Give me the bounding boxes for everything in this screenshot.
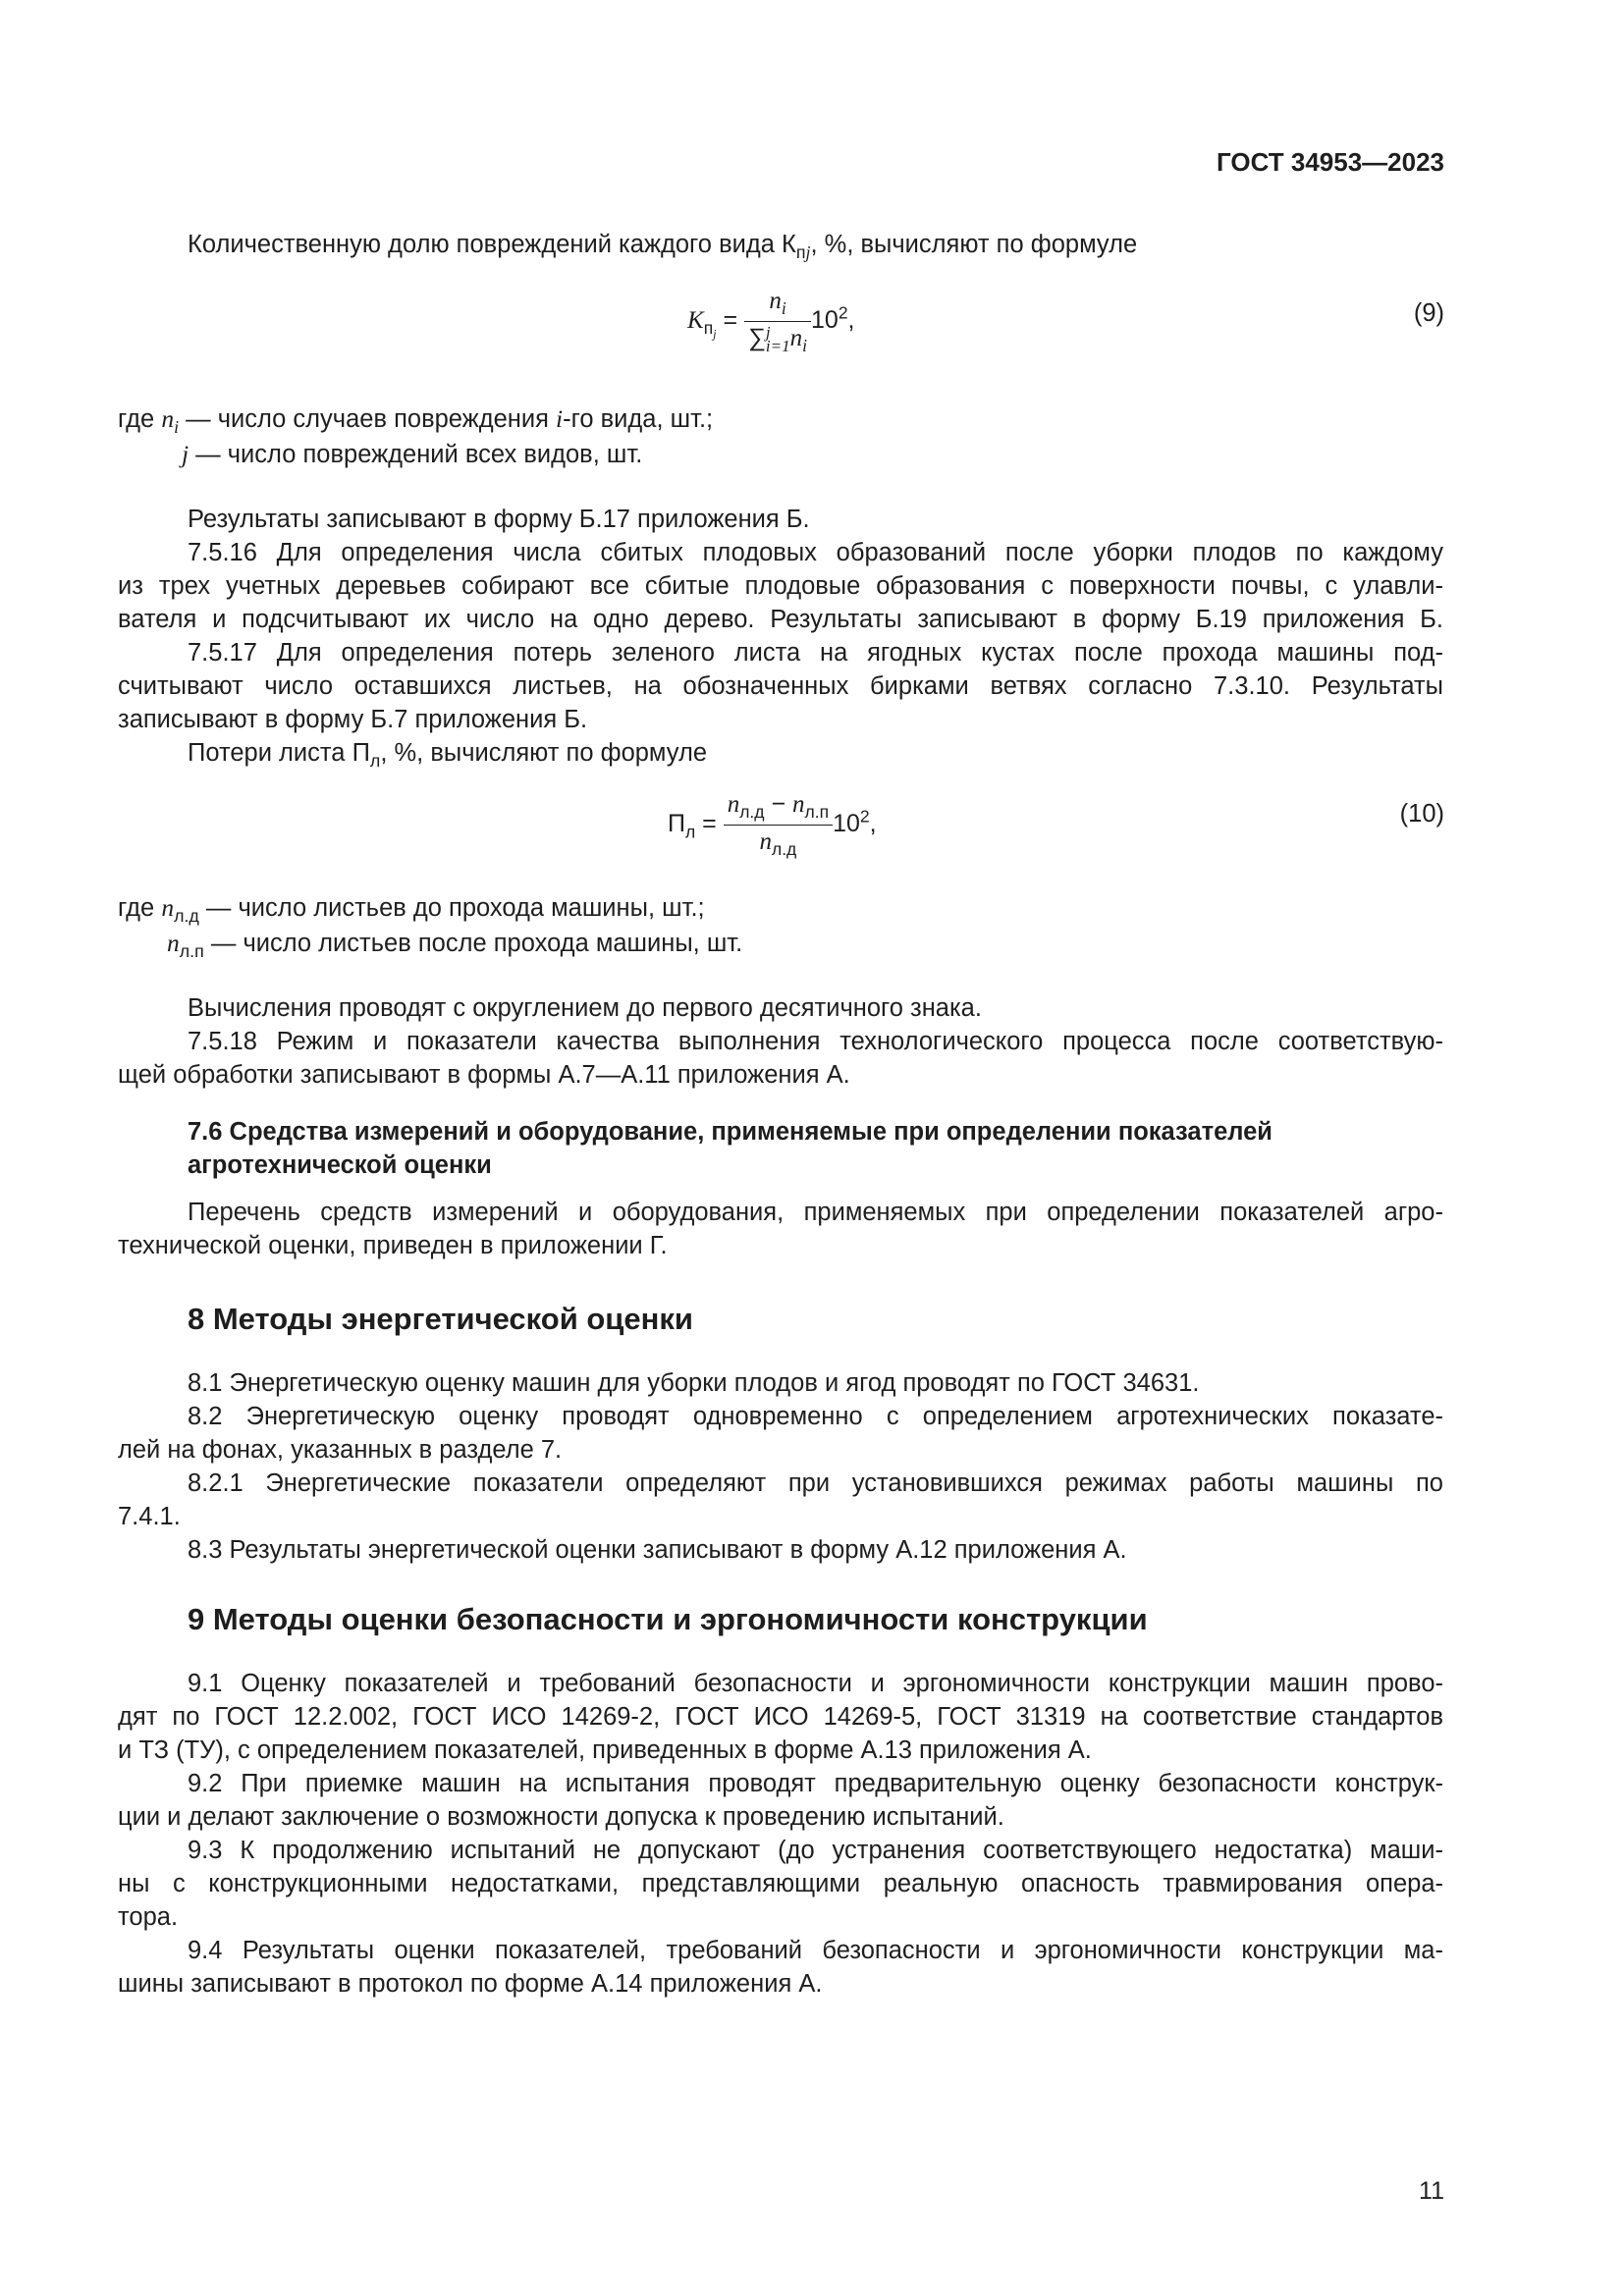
section-heading-8: 8 Методы энергетической оценки — [188, 1302, 693, 1336]
paragraph-line: считывают число оставшихся листьев, на обозначенных бирками ветвях согласно 7.3.10. Результаты — [118, 672, 1443, 700]
paragraph-line: 8.2 Энергетическую оценку проводят одновременно с определением агротехнических показате- — [188, 1403, 1443, 1430]
where-line: где $n_{л.д}$ — число листьев до прохода машины, шт.; — [118, 893, 705, 927]
section-heading-9: 9 Методы оценки безопасности и эргономичности конструкции — [188, 1602, 1148, 1636]
formula-10: $П_л$ = $\frac{n_{л.д} - n_{л.п}}{n_{л.д}}$ $10^2$, — [668, 790, 877, 860]
paragraph-line: тора. — [118, 1903, 179, 1931]
document-id: ГОСТ 34953—2023 — [1217, 147, 1444, 177]
paragraph-line: из трех учетных деревьев собирают все сбитые плодовые образования с поверхности почвы, с улавли- — [118, 572, 1443, 600]
paragraph-line: 7.5.16 Для определения числа сбитых плодовых образований после уборки плодов по каждому — [188, 539, 1443, 566]
fraction: $\frac{n_{л.д} - n_{л.п}}{n_{л.д}}$ — [724, 790, 833, 860]
paragraph-line: 9.2 При приемке машин на испытания проводят предварительную оценку безопасности конструк- — [188, 1770, 1443, 1797]
section-heading-7-6-cont: агротехнической оценки — [188, 1151, 492, 1179]
equation-number-9: (9) — [1413, 299, 1444, 327]
paragraph-line: 8.1 Энергетическую оценку машин для уборки плодов и ягод проводят по ГОСТ 34631. — [188, 1369, 1200, 1397]
where-line: j — число повреждений всех видов, шт. — [182, 440, 643, 468]
paragraph-line: 7.5.18 Режим и показатели качества выполнения технологического процесса после соответствую- — [188, 1028, 1443, 1055]
paragraph-line: ции и делают заключение о возможности допуска к проведению испытаний. — [118, 1803, 1004, 1831]
fraction: $n_i$ ∑ j i=1 $n_i$ — [744, 287, 811, 356]
paragraph-line: Вычисления проводят с округлением до первого десятичного знака. — [188, 994, 982, 1022]
section-heading-7-6: 7.6 Средства измерений и оборудование, применяемые при определении показателей — [188, 1118, 1272, 1146]
where-line: где $n_i$ — число случаев повреждения i-го вида, шт.; — [118, 404, 714, 438]
paragraph-line: ны с конструкционными недостатками, представляющими реальную опасность травмирования опера- — [118, 1870, 1443, 1897]
equation-number-10: (10) — [1399, 800, 1444, 828]
paragraph-line: 7.5.17 Для определения потерь зеленого листа на ягодных кустах после прохода машины под- — [188, 639, 1443, 667]
intro-line: Количественную долю повреждений каждого вида $К_{пj}$, %, вычисляют по формуле — [188, 231, 1138, 263]
paragraph-line: 7.4.1. — [118, 1503, 181, 1530]
losses-line: Потери листа $П_л$, %, вычисляют по формуле — [188, 739, 707, 772]
paragraph-line: Перечень средств измерений и оборудования, применяемых при определении показателей агро- — [188, 1199, 1443, 1226]
page-number: 11 — [1419, 2177, 1444, 2205]
paragraph-line: вателя и подсчитывают их число на одно дерево. Результаты записывают в форму Б.19 приложения Б. — [118, 606, 1443, 633]
paragraph-line: 8.2.1 Энергетические показатели определяют при установившихся режимах работы машины по — [188, 1469, 1443, 1497]
paragraph-line: 9.4 Результаты оценки показателей, требований безопасности и эргономичности конструкции ма- — [188, 1937, 1443, 1964]
paragraph-line: щей обработки записывают в формы А.7—А.11 приложения А. — [118, 1061, 850, 1089]
paragraph-line: дят по ГОСТ 12.2.002, ГОСТ ИСО 14269-2, ГОСТ ИСО 14269-5, ГОСТ 31319 на соответствие стандартов — [118, 1703, 1443, 1731]
paragraph-line: шины записывают в протокол по форме А.14 приложения А. — [118, 1970, 823, 1998]
paragraph-line: 9.1 Оценку показателей и требований безопасности и эргономичности конструкции машин прово- — [188, 1670, 1443, 1697]
paragraph-line: лей на фонах, указанных в разделе 7. — [118, 1436, 563, 1464]
paragraph-line: технической оценки, приведен в приложении Г. — [118, 1232, 668, 1259]
paragraph-line: 8.3 Результаты энергетической оценки записывают в форму А.12 приложения А. — [188, 1536, 1127, 1564]
paragraph-line: 9.3 К продолжению испытаний не допускают (до устранения соответствующего недостатка) маши- — [188, 1837, 1443, 1864]
paragraph-line: и ТЗ (ТУ), с определением показателей, приведенных в форме А.13 приложения А. — [118, 1736, 1092, 1764]
paragraph-line: записывают в форму Б.7 приложения Б. — [118, 706, 588, 733]
formula-9: $K_{п_j}$ = $n_i$ ∑ j i=1 $n_i$ $10^2$, — [687, 288, 855, 356]
where-line: $n_{л.п}$ — число листьев после прохода машины, шт. — [167, 929, 743, 962]
paragraph-line: Результаты записывают в форму Б.17 приложения Б. — [188, 506, 810, 533]
